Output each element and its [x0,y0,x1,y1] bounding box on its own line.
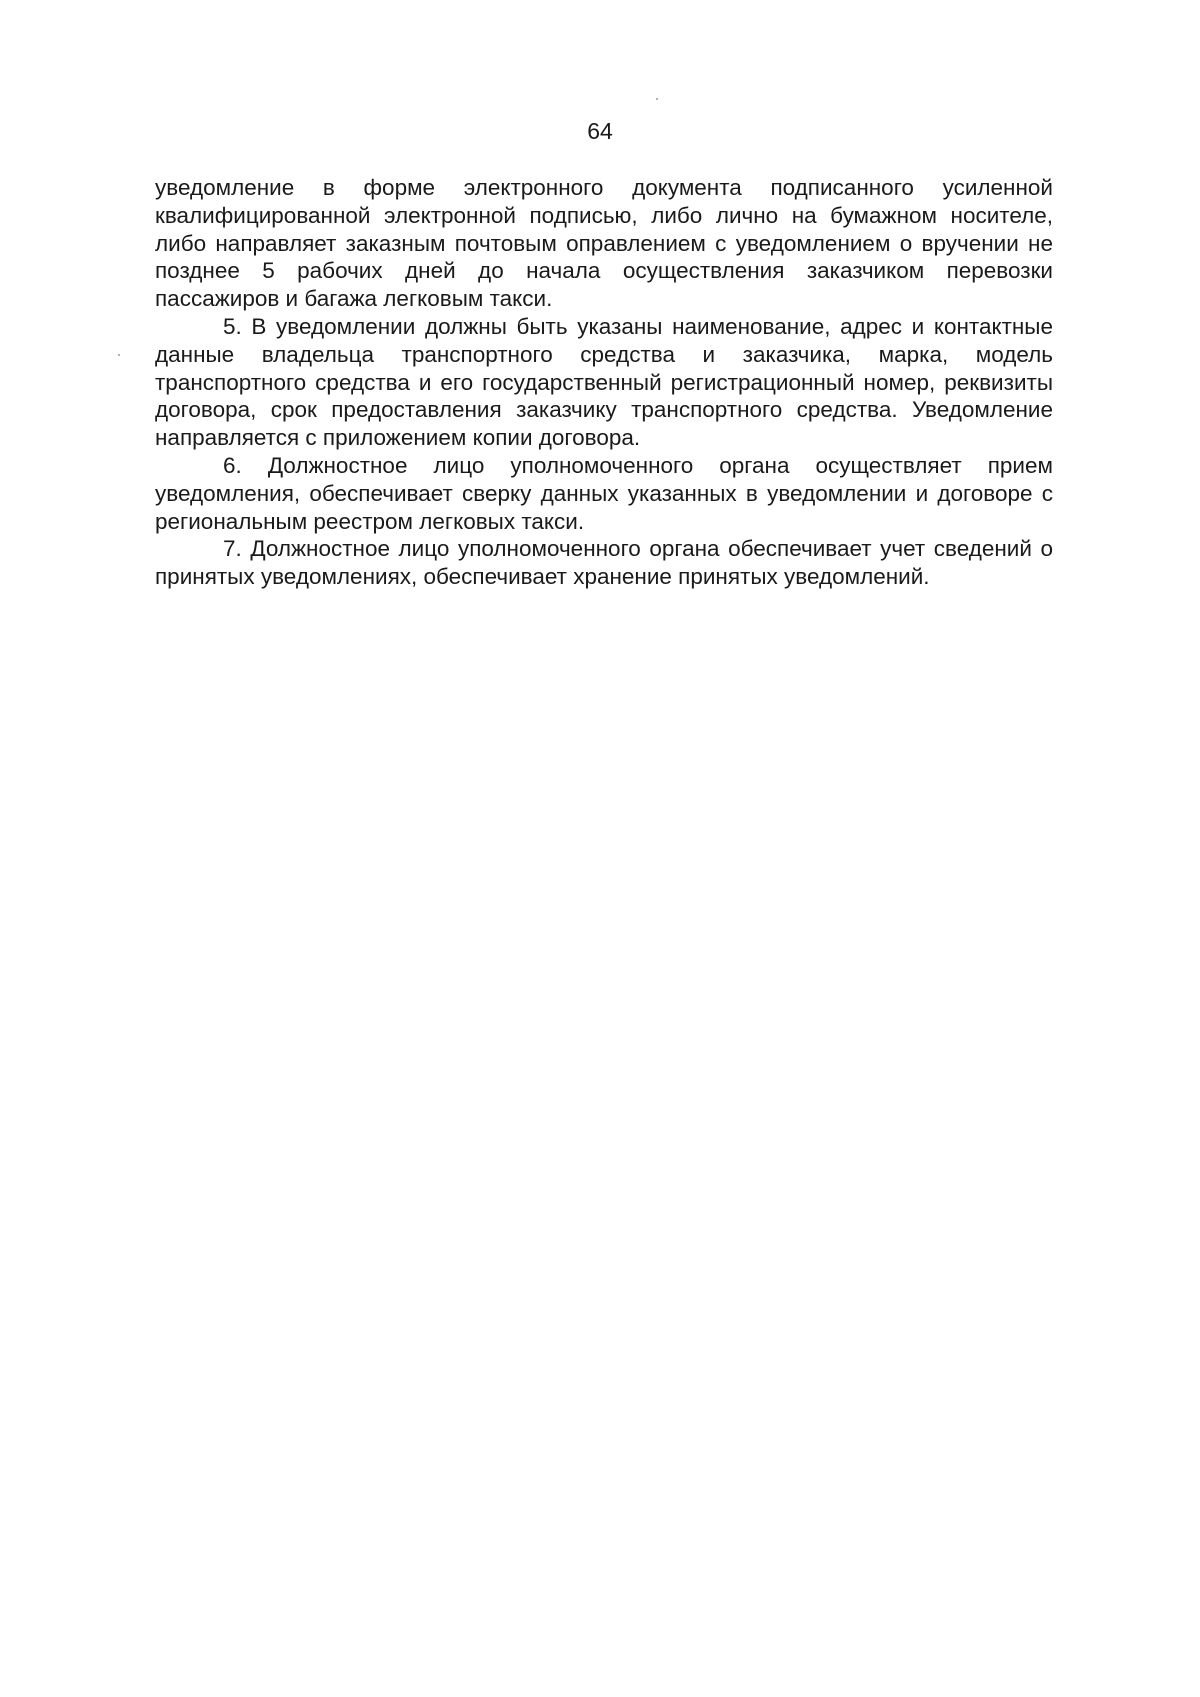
scan-speck [118,354,120,356]
paragraph-item-6: 6. Должностное лицо уполномоченного органа осуществляет прием уведомления, обеспечивает сверку данных указанных в уведомлении и договоре с региональным реестром легковых такси. [155,452,1053,534]
paragraph-item-5: 5. В уведомлении должны быть указаны наименование, адрес и контактные данные владельца транспортного средства и заказчика, марка, модель транспортного средства и его государственный регистрационный номер, реквизиты договора, срок предоставления заказчику транспортного средства. Уведомление направляется с приложением копии договора. [155,313,1053,451]
page-number: 64 [587,118,613,144]
scan-speck [656,98,658,100]
paragraph-continuation: уведомление в форме электронного документа подписанного усиленной квалифицированной электронной подписью, либо лично на бумажном носителе, либо направляет заказным почтовым оправлением с уведомлением о вручении не позднее 5 рабочих дней до начала осуществления заказчиком перевозки пассажиров и багажа легковым такси. [155,175,1053,312]
document-body [155,174,1053,591]
paragraph-item-7: 7. Должностное лицо уполномоченного органа обеспечивает учет сведений о принятых уведомлениях, обеспечивает хранение принятых уведомлений. [155,536,1053,590]
